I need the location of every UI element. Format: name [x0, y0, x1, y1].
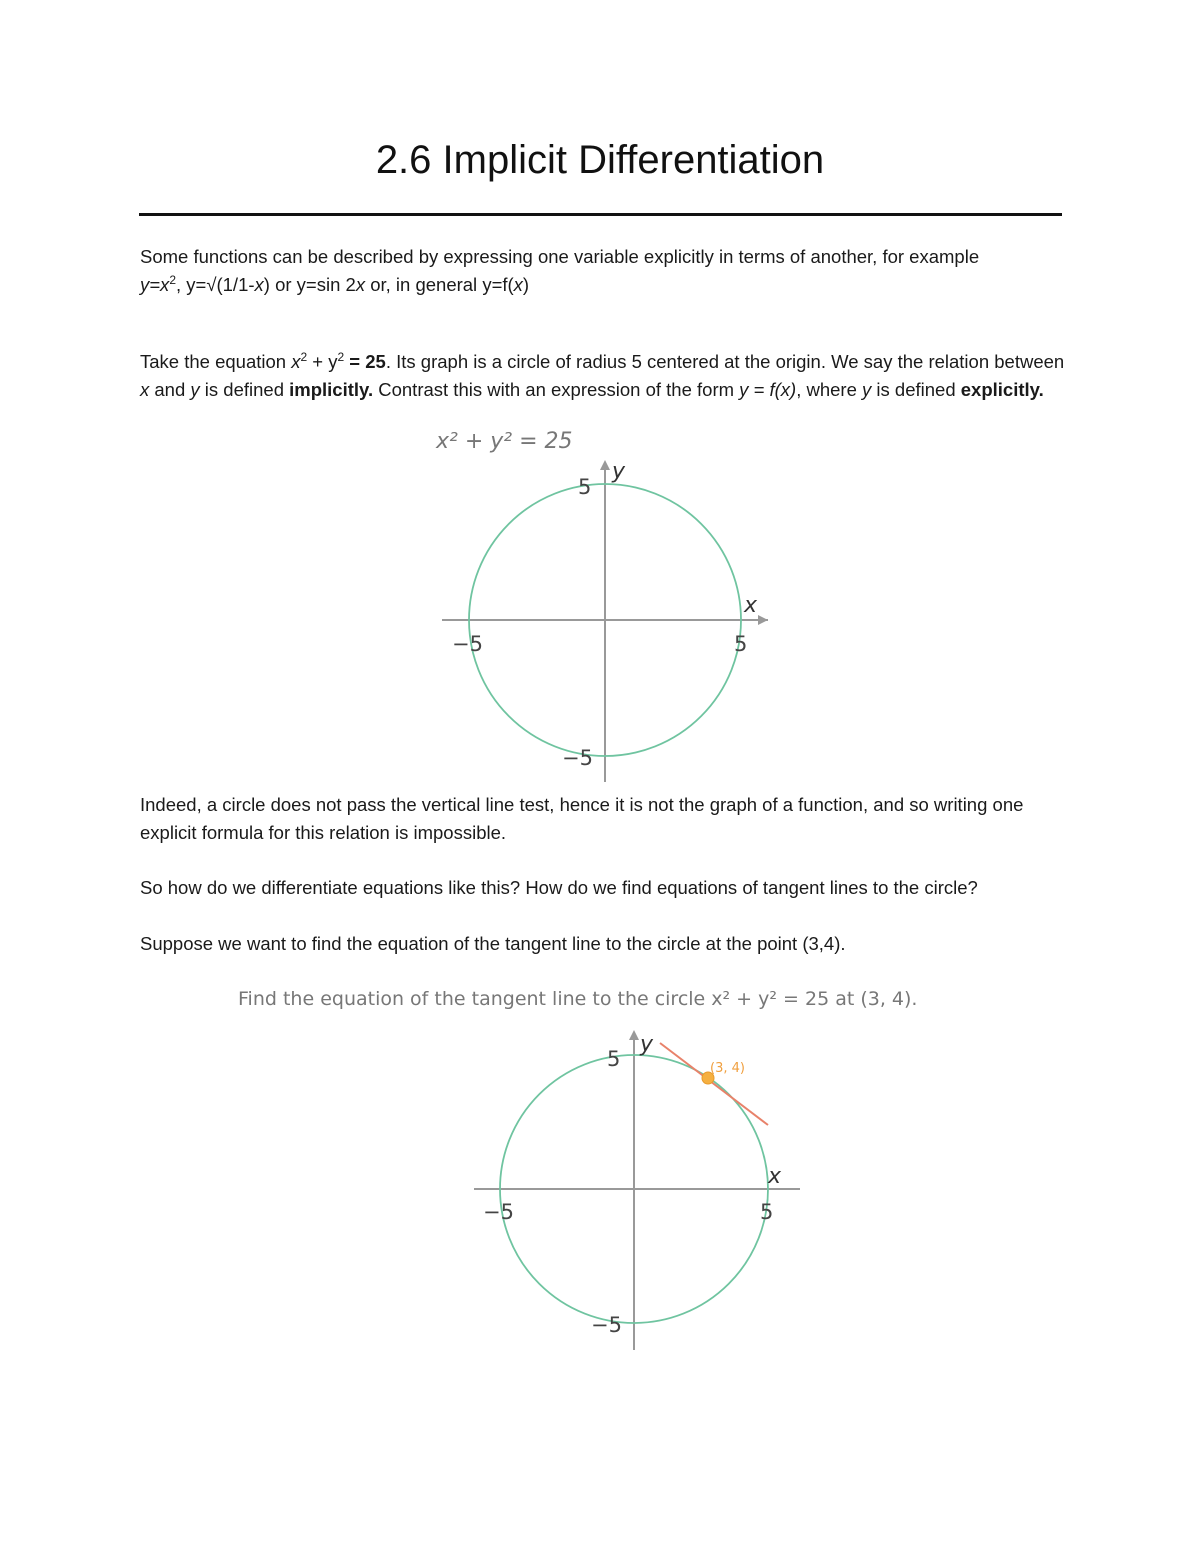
figure1-x-arrow-icon	[758, 615, 768, 625]
figure1-tick-bottom: −5	[562, 746, 593, 770]
figure2-point-label: (3, 4)	[710, 1061, 745, 1076]
figure1-tick-left: −5	[452, 632, 483, 656]
paragraph-vertical-line-test: Indeed, a circle does not pass the vertical line test, hence it is not the graph of a function, and so writing one explicit formula for this relation is impossible.	[140, 794, 1024, 843]
figure1-tick-right: 5	[734, 632, 748, 656]
figure2-y-arrow-icon	[629, 1030, 639, 1040]
figure2-y-label: y	[640, 1032, 654, 1057]
figure2-tangent-line	[660, 1043, 768, 1125]
figure2-x-label: x	[768, 1164, 782, 1189]
figure1-tick-top: 5	[578, 475, 592, 499]
page-title: 2.6 Implicit Differentiation	[375, 138, 825, 182]
figure-circle-graph	[435, 429, 768, 782]
paragraph-tangent-task: Suppose we want to find the equation of the tangent line to the circle at the point (3,4).	[140, 933, 846, 954]
figure2-tick-top: 5	[607, 1047, 621, 1071]
paragraph-question: So how do we differentiate equations like this? How do we find equations of tangent lines to the circle?	[140, 877, 978, 898]
figure1-y-label: y	[612, 459, 626, 484]
figure2-caption: Find the equation of the tangent line to the circle x² + y² = 25 at (3, 4).	[238, 988, 918, 1010]
figure1-caption: x² + y² = 25	[436, 429, 573, 454]
paragraph-intro: Some functions can be described by expressing one variable explicitly in terms of another, for example $y=x^2$, y=√(1/1-x) or y=sin 2x or, in general y=f(x)	[140, 246, 980, 295]
paragraph-implicit-definition: Take the equation $x^2 + y^2 = 25$. Its graph is a circle of radius 5 centered at the origin. We say the relation between x and y is defined implicitly. Contrast this with an expression of the form y = f(x), where y is defined explicitly.	[140, 349, 1065, 400]
figure2-tick-bottom: −5	[591, 1313, 622, 1337]
figure1-y-arrow-icon	[600, 460, 610, 470]
figure2-tick-left: −5	[483, 1200, 514, 1224]
figure-tangent-graph	[238, 988, 917, 1350]
figure1-x-label: x	[744, 593, 758, 618]
figure2-tick-right: 5	[760, 1200, 774, 1224]
